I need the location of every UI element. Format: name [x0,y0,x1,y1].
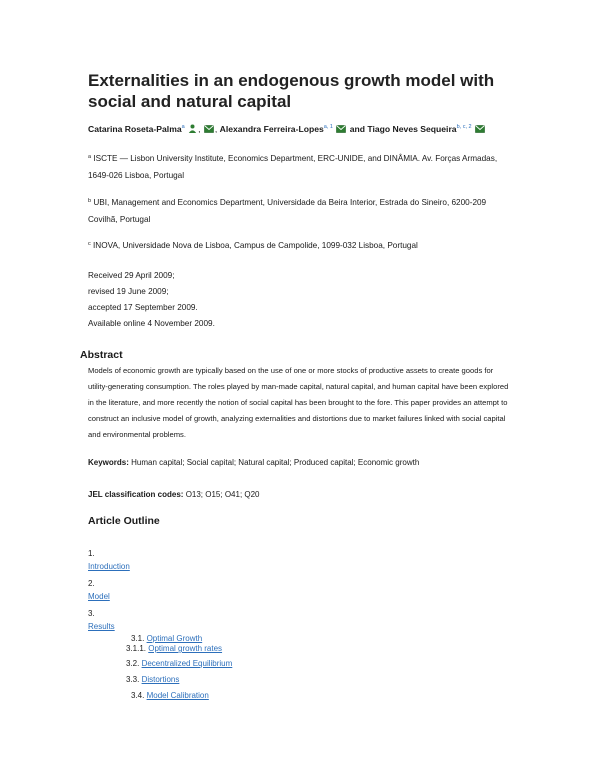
accepted-date: accepted 17 September 2009. [88,303,198,312]
outline-subitem [131,690,209,701]
outline-link-model-calibration[interactable]: Model Calibration [146,691,209,700]
outline-link-decentralized-equilibrium[interactable]: Decentralized Equilibrium [141,659,233,668]
outline-subitem [126,674,179,685]
outline-link-optimal-growth[interactable]: Optimal Growth [146,634,203,643]
outline-subitem [126,658,232,669]
outline-link-optimal-growth-rates[interactable]: Optimal growth rates [148,644,223,653]
outline-number: 3.1.1. [126,644,147,653]
keywords-label: Keywords: [88,458,129,467]
author-connector: and [349,124,366,134]
outline-link-model[interactable]: Model [88,592,110,601]
abstract-text: Models of economic growth are typically based on the use of one or more stocks of productive assets to create goods for utility-generating consumption. The roles played by man-made capital, natural capital, and human capital have been explored in the literature, and more recently the notion of social capital has been brought to the fore. This paper provides an attempt to construct an inclusive model of growth, analyzing externalities and distortions due to market failures linked with social capital and environmental problems. [88,366,509,439]
abstract-heading: Abstract [80,349,123,361]
outline-number: 3.4. [131,691,145,700]
author-affiliation-mark[interactable]: b, c, 2 [456,124,472,130]
affiliation-text: UBI, Management and Economics Department, Universidade da Beira Interior, Estrada do Sineiro, 6200-209 Covilhã, Portugal [88,198,487,224]
outline-number: 3.3. [126,675,140,684]
keywords-text: Human capital; Social capital; Natural capital; Produced capital; Economic growth [131,458,420,467]
affiliation-text: ISCTE — Lisbon University Institute, Economics Department, ERC-UNIDE, and DINÂMIA. Av. Forças Armadas, 1649-026 Lisboa, Portugal [88,154,498,180]
affiliation-mark: a [88,154,92,160]
author-affiliation-mark[interactable]: a [181,124,185,130]
author-name[interactable]: Alexandra Ferreira-Lopes [219,124,324,134]
author-list: Catarina Roseta-Palma$^a$ , , Alexandra Ferreira-Lopes$^{a, 1}$ and Tiago Neves Sequeira$^{b, c, 2}$ [88,121,518,135]
outline-number: 3. [88,609,95,618]
outline-link-distortions[interactable]: Distortions [141,675,180,684]
outline-number: 3.1. [131,634,145,643]
jel-text: O13; O15; O41; Q20 [185,490,260,499]
author-name[interactable]: Tiago Neves Sequeira [367,124,457,134]
affiliation-text: INOVA, Universidade Nova de Lisboa, Campus de Campolide, 1099-032 Lisboa, Portugal [93,241,418,250]
outline-number: 3.2. [126,659,140,668]
outline-heading: Article Outline [88,515,160,527]
outline-number: 2. [88,579,95,588]
outline-subitem [126,643,222,654]
outline-link-results[interactable]: Results [88,622,115,631]
affiliation-mark: c [88,241,91,247]
received-date: Received 29 April 2009; [88,271,175,280]
available-online-date: Available online 4 November 2009. [88,319,215,328]
outline-number: 1. [88,549,95,558]
affiliation-mark: b [88,198,92,204]
author-affiliation-mark[interactable]: a, 1 [323,124,333,130]
article-title: Externalities in an endogenous growth model with social and natural capital [88,71,495,111]
author-name[interactable]: Catarina Roseta-Palma [88,124,182,134]
outline-link-introduction[interactable]: Introduction [88,562,130,571]
jel-label: JEL classification codes: [88,490,184,499]
revised-date: revised 19 June 2009; [88,287,169,296]
